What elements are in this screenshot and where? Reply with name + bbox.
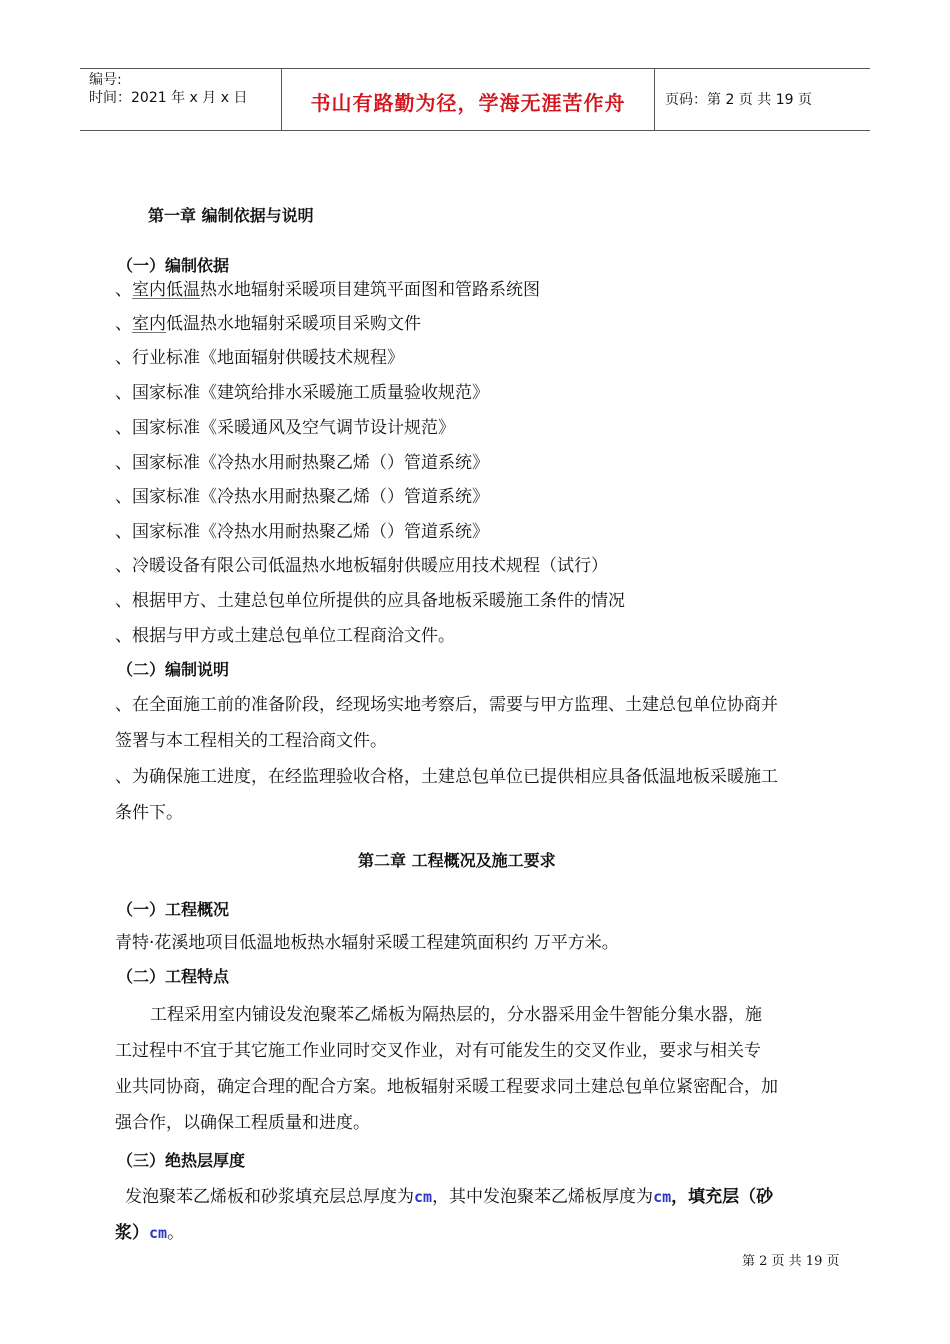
section-thickness-title: （三）绝热层厚度 [117, 1151, 246, 1170]
section-features-title: （二）工程特点 [117, 967, 230, 986]
basis-item: 、行业标准《地面辐射供暖技术规程》 [115, 348, 404, 368]
note-line: 签署与本工程相关的工程洽商文件。 [115, 731, 387, 751]
header-divider [654, 69, 655, 130]
header-motto: 书山有路勤为径，学海无涯苦作舟 [310, 91, 626, 115]
basis-item [115, 313, 421, 335]
thickness-text: 发泡聚苯乙烯板和砂浆填充层总厚度为 [125, 1187, 414, 1207]
unit-label: cm [149, 1224, 168, 1242]
chapter-1-title: 第一章 编制依据与说明 [148, 206, 314, 225]
features-line: 工程采用室内铺设发泡聚苯乙烯板为隔热层的，分水器采用金牛智能分集水器，施 [150, 1005, 762, 1025]
basis-item: 、国家标准《冷热水用耐热聚乙烯（）管道系统》 [115, 487, 489, 507]
page-header [80, 68, 870, 131]
section-overview-title: （一）工程概况 [117, 900, 230, 919]
basis-item: 、根据甲方、土建总包单位所提供的应具备地板采暖施工条件的情况 [115, 591, 625, 611]
unit-label: cm [414, 1188, 433, 1206]
features-line: 强合作，以确保工程质量和进度。 [115, 1113, 370, 1133]
features-line: 业共同协商，确定合理的配合方案。地板辐射采暖工程要求同土建总包单位紧密配合，加 [115, 1077, 778, 1097]
thickness-line [125, 1186, 773, 1208]
basis-item: 、根据与甲方或土建总包单位工程商洽文件。 [115, 626, 455, 646]
basis-item-underlined: 室内 [132, 314, 166, 334]
basis-item: 、冷暖设备有限公司低温热水地板辐射供暖应用技术规程（试行） [115, 556, 608, 576]
thickness-text: 。 [167, 1223, 185, 1243]
thickness-text: ，其中发泡聚苯乙烯板厚度为 [432, 1187, 654, 1207]
basis-item: 、国家标准《采暖通风及空气调节设计规范》 [115, 418, 455, 438]
doc-time-label: 时间：2021 年 x 月 x 日 [89, 90, 248, 106]
note-line: 、为确保施工进度，在经监理验收合格，土建总包单位已提供相应具备低温地板采暖施工 [115, 767, 778, 787]
header-page-number: 页码：第 2 页 共 19 页 [665, 92, 812, 108]
unit-label: cm [653, 1188, 672, 1206]
features-line: 工过程中不宜于其它施工作业同时交叉作业，对有可能发生的交叉作业，要求与相关专 [115, 1041, 761, 1061]
note-line: 条件下。 [115, 803, 183, 823]
thickness-text: 浆） [115, 1223, 149, 1243]
thickness-text: ，填充层（砂 [671, 1187, 774, 1207]
basis-item: 、国家标准《冷热水用耐热聚乙烯（）管道系统》 [115, 453, 489, 473]
overview-text: 青特·花溪地项目低温地板热水辐射采暖工程建筑面积约 万平方米。 [115, 933, 619, 953]
thickness-line [115, 1222, 184, 1244]
chapter-2-title: 第二章 工程概况及施工要求 [358, 851, 556, 870]
basis-item [115, 279, 540, 301]
note-line: 、在全面施工前的准备阶段，经现场实地考察后，需要与甲方监理、土建总包单位协商并 [115, 695, 778, 715]
page-footer: 第 2 页 共 19 页 [742, 1254, 840, 1269]
section-basis-title: （一）编制依据 [117, 256, 230, 275]
doc-code-label: 编号: [89, 72, 122, 88]
basis-item: 、国家标准《建筑给排水采暖施工质量验收规范》 [115, 383, 489, 403]
section-notes-title: （二）编制说明 [117, 660, 230, 679]
basis-item-underlined: 室内低温 [132, 280, 200, 300]
basis-item-prefix: 、 [115, 280, 132, 300]
basis-item-text: 低温热水地辐射采暖项目采购文件 [166, 314, 421, 334]
basis-item-prefix: 、 [115, 314, 132, 334]
basis-item: 、国家标准《冷热水用耐热聚乙烯（）管道系统》 [115, 522, 489, 542]
basis-item-text: 热水地辐射采暖项目建筑平面图和管路系统图 [200, 280, 540, 300]
